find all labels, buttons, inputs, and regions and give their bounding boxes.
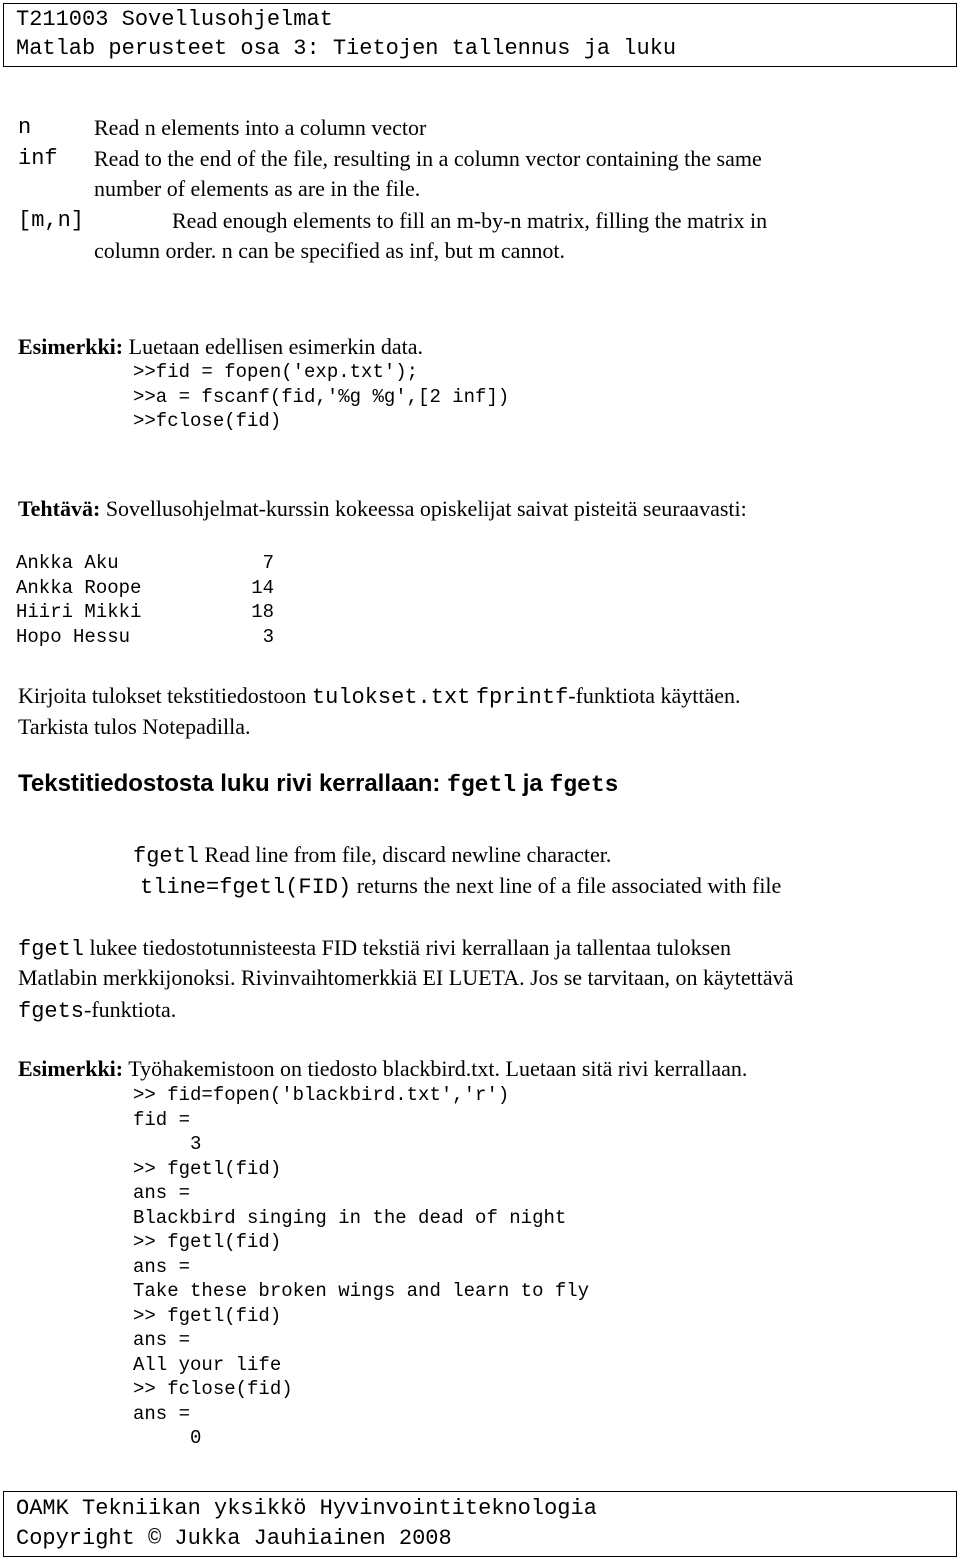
example2-code-line: Blackbird singing in the dead of night bbox=[133, 1206, 567, 1229]
score-name: Hopo Hessu bbox=[16, 626, 131, 648]
example1-code-line: >>fid = fopen('exp.txt'); bbox=[133, 361, 419, 383]
score-name: Ankka Aku bbox=[16, 552, 119, 574]
fgetl-desc-line bbox=[133, 840, 611, 872]
score-value: 18 bbox=[251, 601, 274, 623]
tline-desc-text: returns the next line of a file associated with file bbox=[351, 873, 782, 898]
option-desc-inf: Read to the end of the file, resulting in a column vector containing the same bbox=[94, 146, 762, 171]
example2-heading bbox=[18, 1054, 747, 1084]
para-fgetl-code: fgetl bbox=[18, 937, 85, 962]
example2-code-line: fid = bbox=[133, 1108, 191, 1131]
example2-label: Esimerkki: bbox=[18, 1056, 124, 1081]
example2-code-line: >> fgetl(fid) bbox=[133, 1231, 282, 1253]
example2-code-line: >> fgetl(fid) bbox=[133, 1304, 282, 1327]
fgetl-desc-text: Read line from file, discard newline character. bbox=[199, 842, 612, 867]
example2-code-line: All your life bbox=[133, 1353, 282, 1376]
option-arg-inf: inf bbox=[18, 146, 58, 171]
header-course-title: T211003 Sovellusohjelmat bbox=[16, 7, 333, 32]
example2-code-line: 0 bbox=[133, 1427, 202, 1449]
example1-heading bbox=[18, 332, 423, 362]
example2-code-line: >> fgetl(fid) bbox=[133, 1157, 282, 1180]
option-desc-inf-cont: number of elements as are in the file. bbox=[94, 176, 421, 201]
example2-code-line: ans = bbox=[133, 1329, 191, 1351]
example2-code-line: ans = bbox=[133, 1255, 191, 1278]
example1-text: Luetaan edellisen esimerkin data. bbox=[123, 334, 424, 359]
task-label: Tehtävä: bbox=[18, 496, 101, 521]
example1-code-line: >>fclose(fid) bbox=[133, 410, 282, 432]
example2-text: Työhakemistoon on tiedosto blackbird.txt. Luetaan sitä rivi kerrallaan. bbox=[123, 1056, 748, 1081]
tline-desc-line bbox=[140, 871, 781, 903]
option-arg-n: n bbox=[18, 115, 32, 140]
option-desc-n: Read n elements into a column vector bbox=[94, 115, 427, 140]
fgetl-paragraph-line2: Matlabin merkkijonoksi. Rivinvaihtomerkkiä EI LUETA. Jos se tarvitaan, on käytettävä bbox=[18, 965, 794, 990]
option-desc-mn: Read enough elements to fill an m-by-n matrix, filling the matrix in bbox=[172, 208, 768, 233]
score-value: 7 bbox=[262, 552, 274, 574]
score-value: 14 bbox=[251, 577, 274, 599]
task-instruction-2: Tarkista tulos Notepadilla. bbox=[18, 714, 251, 739]
footer-copyright: Copyright © Jukka Jauhiainen 2008 bbox=[16, 1526, 452, 1551]
para-fgets-code: fgets bbox=[18, 999, 85, 1024]
task-heading bbox=[18, 494, 747, 524]
example2-code-line: Take these broken wings and learn to fly bbox=[133, 1280, 590, 1302]
footer-unit: OAMK Tekniikan yksikkö Hyvinvointiteknologia bbox=[16, 1496, 597, 1521]
fgetl-paragraph-line1 bbox=[18, 933, 731, 965]
task-func-name: fprintf bbox=[475, 685, 569, 710]
example1-label: Esimerkki: bbox=[18, 334, 124, 359]
example2-code-line: ans = bbox=[133, 1402, 191, 1425]
section-title-text: Tekstitiedostosta luku rivi kerrallaan: bbox=[18, 770, 448, 797]
example2-code-line: ans = bbox=[133, 1182, 191, 1204]
task-instr-a: Kirjoita tulokset tekstitiedostoon bbox=[18, 683, 312, 708]
para-text1: lukee tiedostotunnisteesta FID tekstiä rivi kerrallaan ja tallentaa tuloksen bbox=[84, 935, 731, 960]
option-arg-mn: [m,n] bbox=[18, 208, 85, 233]
section-fgets: fgets bbox=[549, 772, 619, 798]
example1-code-line: >>a = fscanf(fid,'%g %g',[2 inf]) bbox=[133, 386, 510, 408]
para-text3: -funktiota. bbox=[84, 997, 177, 1022]
task-text: Sovellusohjelmat-kurssin kokeessa opiskelijat saivat pisteitä seuraavasti: bbox=[100, 496, 747, 521]
task-file-name: tulokset.txt bbox=[311, 685, 471, 710]
example2-code-line: >> fid=fopen('blackbird.txt','r') bbox=[133, 1084, 510, 1106]
score-value: 3 bbox=[262, 626, 274, 648]
score-name: Ankka Roope bbox=[16, 577, 142, 599]
fgetl-code: fgetl bbox=[133, 844, 200, 869]
task-instr-b: -funktiota käyttäen. bbox=[568, 683, 741, 708]
option-desc-mn-cont: column order. n can be specified as inf, but m cannot. bbox=[94, 238, 566, 263]
section-fgetl: fgetl bbox=[447, 772, 517, 798]
task-instruction bbox=[18, 681, 741, 713]
fgetl-paragraph-line3 bbox=[18, 995, 176, 1027]
header-lecture-title: Matlab perusteet osa 3: Tietojen tallennus ja luku bbox=[16, 36, 677, 61]
example2-code-line: >> fclose(fid) bbox=[133, 1378, 293, 1400]
section-ja: ja bbox=[516, 770, 550, 797]
tline-code: tline=fgetl(FID) bbox=[140, 875, 352, 900]
section-title bbox=[18, 768, 618, 801]
score-name: Hiiri Mikki bbox=[16, 601, 142, 623]
example2-code-line: 3 bbox=[133, 1133, 202, 1155]
